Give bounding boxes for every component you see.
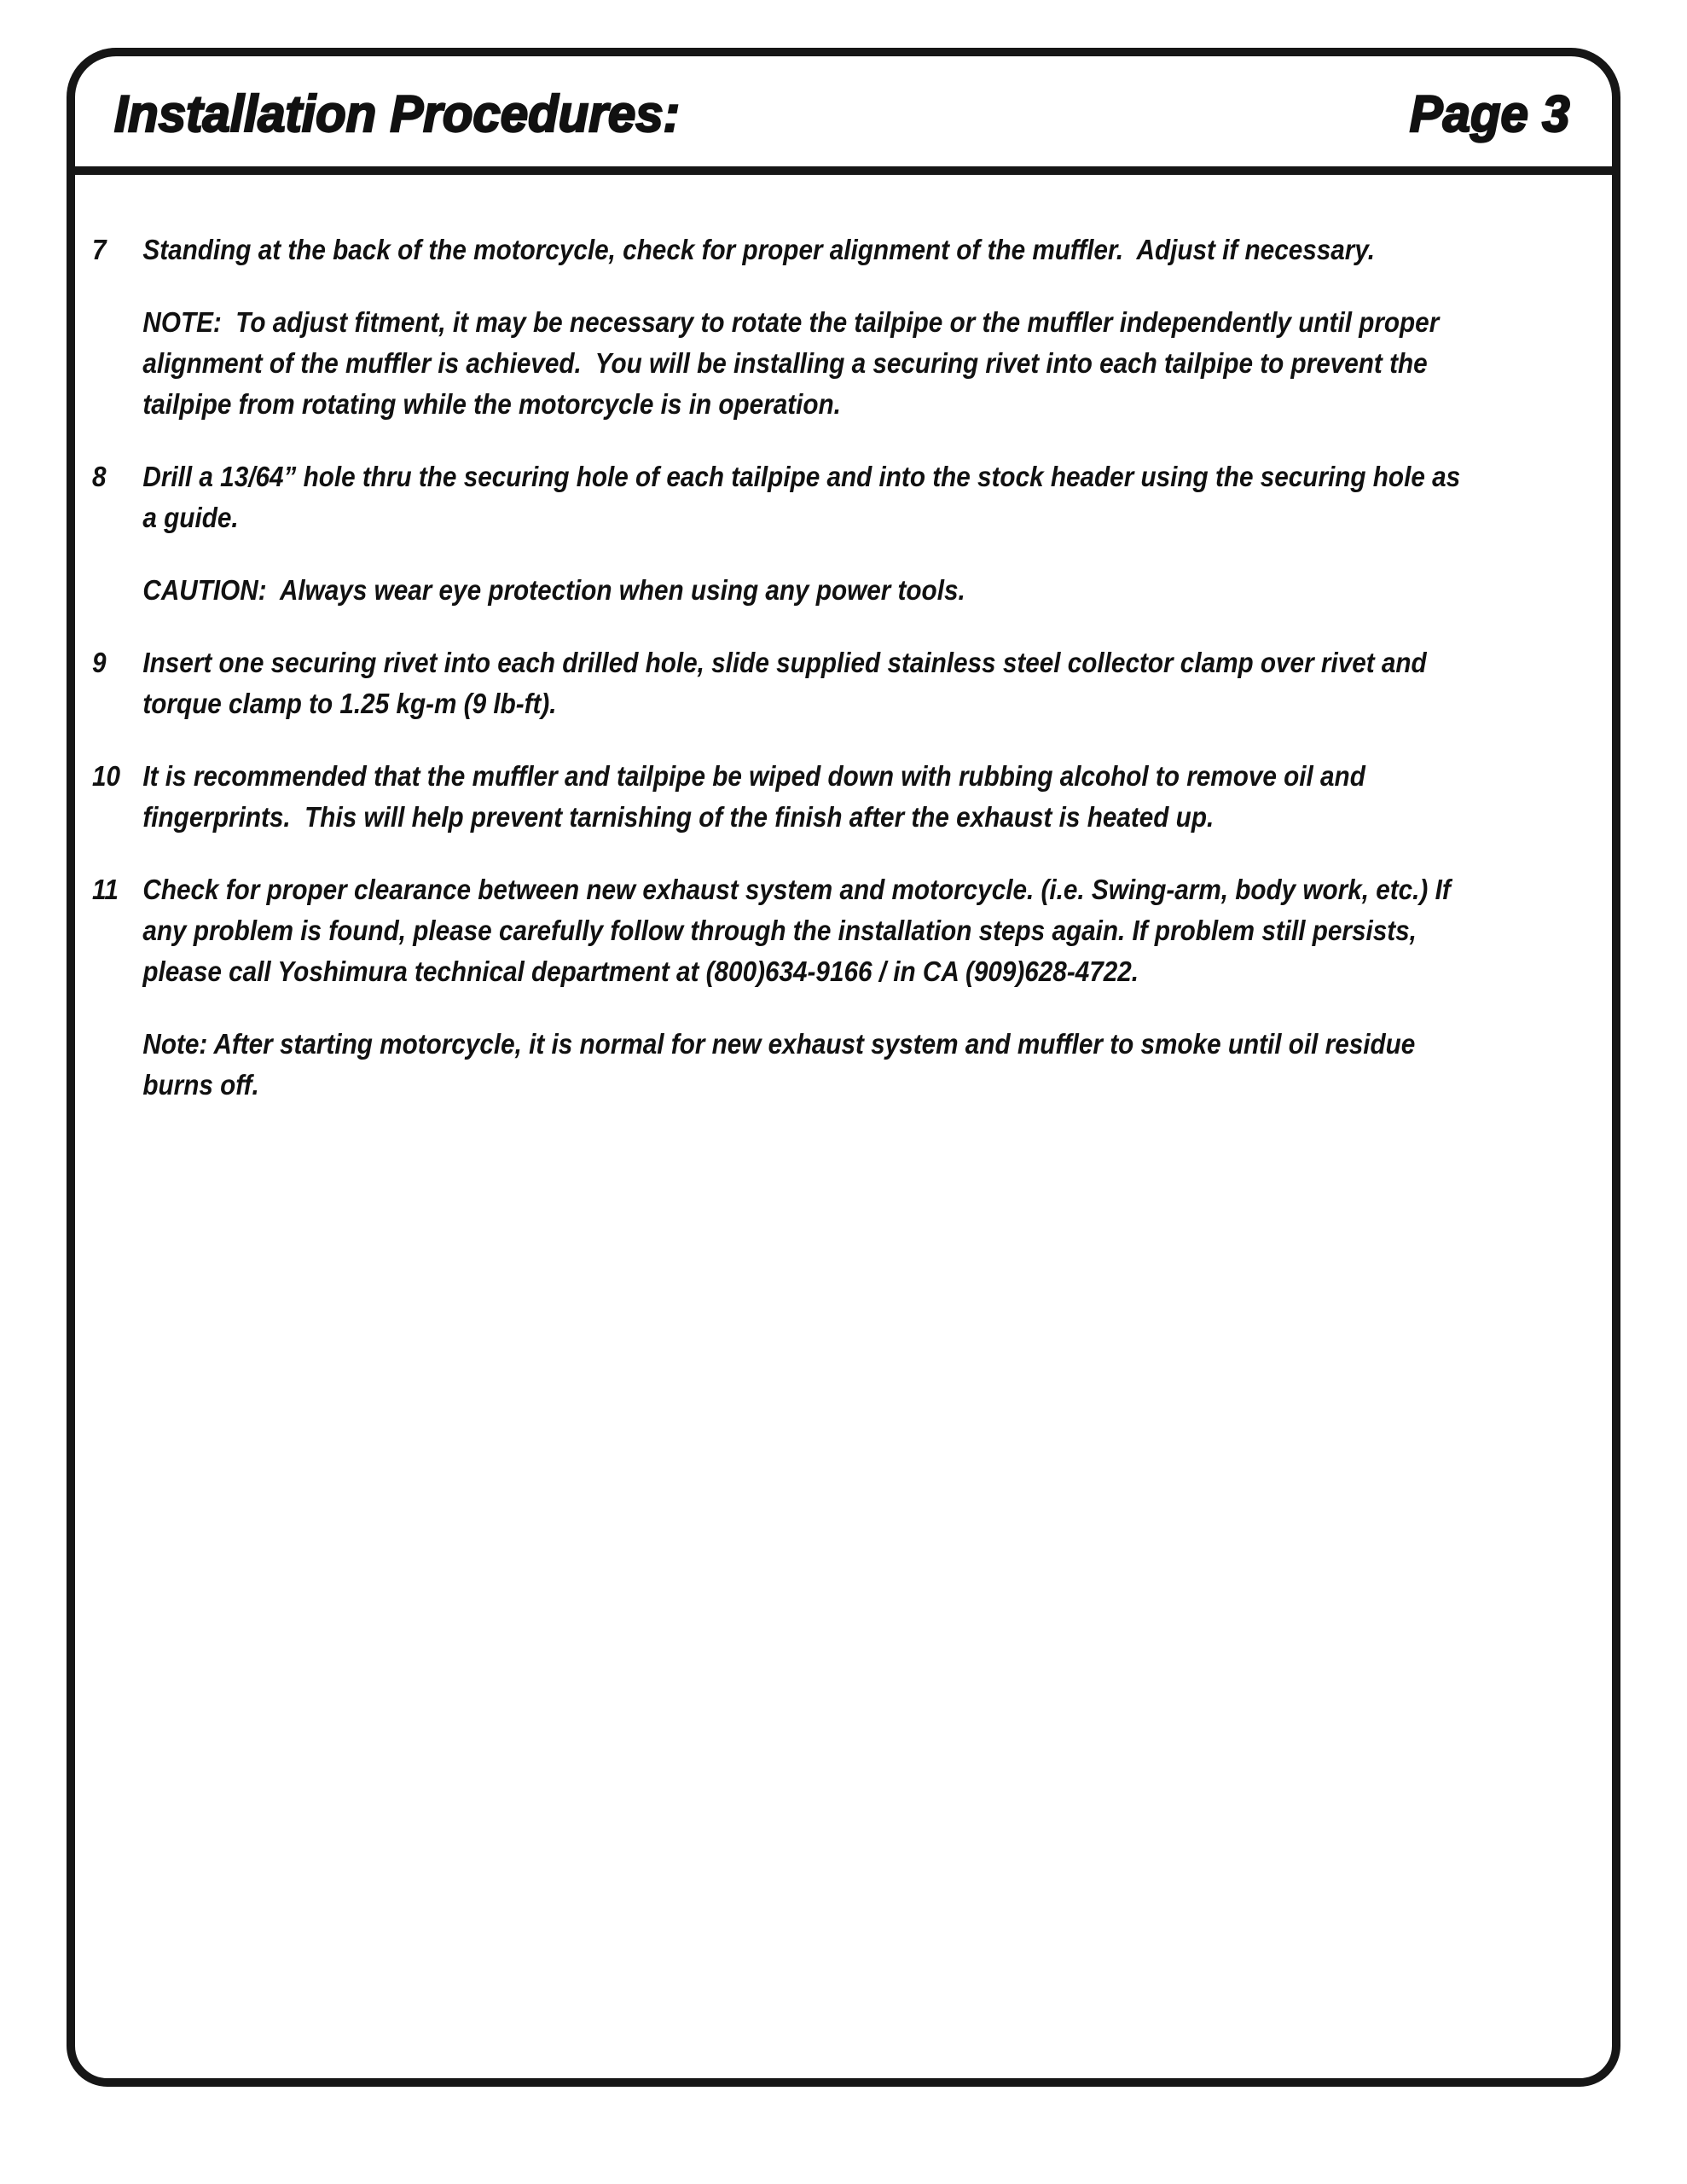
instruction-step-8 [92, 456, 1528, 538]
step-number: 9 [92, 647, 107, 678]
note-paragraph [92, 302, 1528, 425]
step-text: Standing at the back of the motorcycle, check for proper alignment of the muffler. Adjust if necessary. [142, 234, 1376, 265]
step-text: Drill a 13/64” hole thru the securing hole of each tailpipe and into the stock header using the securing hole as a guide. [142, 461, 1468, 533]
page-frame [67, 48, 1620, 2087]
caution-paragraph [92, 570, 1528, 611]
step-number [92, 302, 142, 425]
step-number: 10 [92, 760, 121, 792]
step-text: Check for proper clearance between new exhaust system and motorcycle. (i.e. Swing-arm, body work, etc.) If any problem is found, please carefully follow through the installation steps again. If problem still persists, please call Yoshimura technical department at (800)634-9166 / in CA (909)628-4722. [142, 874, 1458, 987]
note-paragraph-final [92, 1024, 1528, 1106]
step-number: 7 [92, 234, 107, 265]
page-header [75, 56, 1612, 175]
instructions-content [75, 175, 1612, 1106]
step-text: Insert one securing rivet into each drilled hole, slide supplied stainless steel collector clamp over rivet and torque clamp to 1.25 kg-m (9 lb-ft). [142, 647, 1434, 719]
step-number [92, 570, 142, 611]
page-number-label: Page 3 [1409, 85, 1569, 142]
step-number: 11 [92, 874, 119, 905]
instruction-step-9 [92, 642, 1528, 724]
step-number: 8 [92, 461, 107, 492]
instruction-step-11 [92, 869, 1528, 992]
page-title: Installation Procedures: [114, 85, 680, 142]
instruction-blocks [92, 229, 1528, 1106]
step-number [92, 1024, 142, 1106]
caution-text: CAUTION: Always wear eye protection when using any power tools. [142, 574, 965, 606]
note-text: Note: After starting motorcycle, it is normal for new exhaust system and muffler to smoke until oil residue burns off. [142, 1028, 1423, 1101]
note-text: NOTE: To adjust fitment, it may be necessary to rotate the tailpipe or the muffler independently until proper alignment of the muffler is achieved. You will be installing a securing rivet into each tailpipe to prevent the tailpipe from rotating while the motorcycle is in operation. [142, 306, 1446, 420]
step-text: It is recommended that the muffler and tailpipe be wiped down with rubbing alcohol to remove oil and fingerprints. This will help prevent tarnishing of the finish after the exhaust is heated up. [142, 760, 1373, 833]
instruction-step-10 [92, 756, 1528, 838]
instruction-step-7 [92, 229, 1528, 270]
